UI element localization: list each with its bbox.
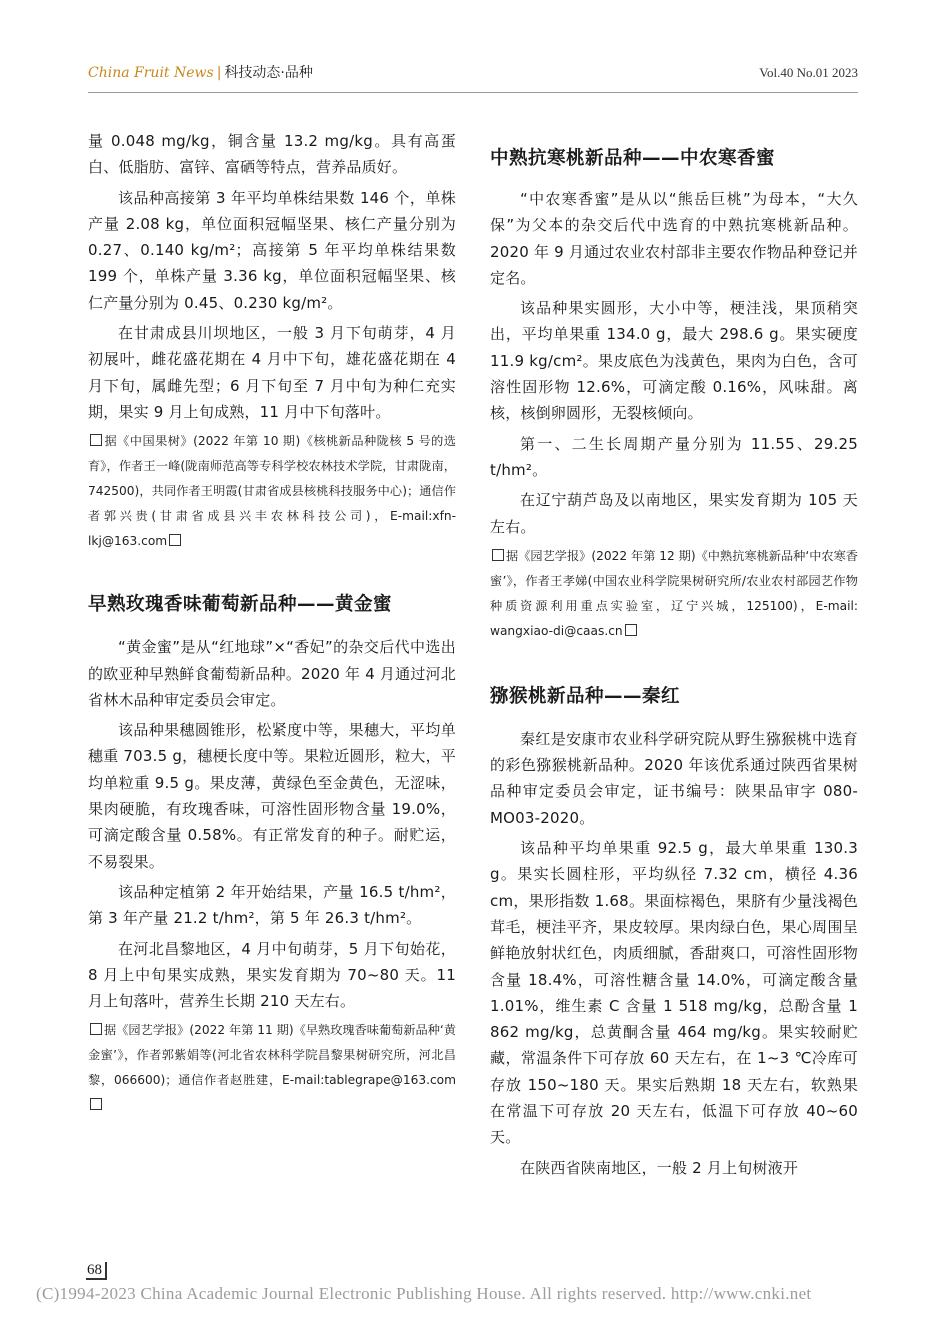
walnut-yield-text: 该品种高接第 3 年平均单株结果数 146 个，单株产量 2.08 kg，单位面积冠幅坚果、核仁产量分别为 0.27、0.140 kg/m²；高接第 5 年平均单株结果数 199 个，单株产量 3.36 kg，单位面积冠幅坚果、核仁产量分别为 0.45、0.230 kg/m²。 xyxy=(88,188,456,312)
grape-yield-text: 该品种定植第 2 年开始结果，产量 16.5 t/hm²，第 3 年产量 21.2 t/hm²，第 5 年 26.3 t/hm²。 xyxy=(88,882,456,928)
header-separator: | xyxy=(216,65,222,81)
peach-heading: 中熟抗寒桃新品种——中农寒香蜜 xyxy=(490,148,776,169)
peach-citation: 据《园艺学报》(2022 年第 12 期)《中熟抗寒桃新品种‘中农寒香蜜’》，作者王孝娣(中国农业科学院果树研究所/农业农村部园艺作物种质资源利用重点实验室，辽宁兴城，125100)，E-mail: wangxiao-di@caas.cn xyxy=(490,548,858,638)
peach-development-text: 在辽宁葫芦岛及以南地区，果实发育期为 105 天左右。 xyxy=(490,491,858,536)
left-column xyxy=(88,128,456,1118)
walnut-phenology-text: 在甘肃成县川坝地区，一般 3 月下旬萌芽，4 月初展叶，雌花盛花期在 4 月中下旬，雄花盛花期在 4 月下旬，属雌先型；6 月下旬至 7 月中旬为种仁充实期，果实 9 月上旬成熟，11 月中下旬落叶。 xyxy=(88,324,456,421)
section-name: 科技动态·品种 xyxy=(224,65,313,81)
grape-traits-text: 该品种果穗圆锥形，松紧度中等，果穗大，平均单穗重 703.5 g，穗梗长度中等。果粒近圆形，粒大，平均单粒重 9.5 g。果皮薄，黄绿色至金黄色，无涩味，果肉硬脆，有玫瑰香味，可溶性固形物含量 19.0%，可滴定酸含量 0.58%。有正常发育的种子。耐贮运，不易裂果。 xyxy=(88,721,456,871)
citation-end-box xyxy=(169,534,181,546)
walnut-nutrition-text: 量 0.048 mg/kg，铜含量 13.2 mg/kg。具有高蛋白、低脂肪、富锌、富硒等特点，营养品质好。 xyxy=(88,132,456,177)
issue-info: Vol.40 No.01 2023 xyxy=(759,65,858,80)
kiwi-phenology-text: 在陕西省陕南地区，一般 2 月上旬树液开 xyxy=(520,1158,799,1177)
peach-yield-text: 第一、二生长周期产量分别为 11.55、29.25 t/hm²。 xyxy=(490,434,858,479)
citation-start-box xyxy=(492,549,504,561)
right-column xyxy=(490,128,858,1185)
grape-citation: 据《园艺学报》(2022 年第 11 期)《早熟玫瑰香味葡萄新品种‘黄金蜜’》，作者郭紫娟等(河北省农林科学院昌黎果树研究所，河北昌黎，066600)；通信作者赵胜建，E-mail:tablegrape@163.com xyxy=(88,1018,456,1118)
citation-start-box xyxy=(90,434,102,446)
running-header xyxy=(88,62,858,84)
page-number: 68 xyxy=(86,1262,107,1280)
peach-traits-text: 该品种果实圆形，大小中等，梗洼浅，果顶稍突出，平均单果重 134.0 g，最大 298.6 g。果实硬度 11.9 kg/cm²。果皮底色为浅黄色，果肉为白色，含可溶性固形物 12.6%，可滴定酸 0.16%，风味甜。离核，核倒卵圆形，无裂核倾向。 xyxy=(490,299,858,423)
citation-end-box xyxy=(90,1098,102,1110)
journal-name: China Fruit News xyxy=(88,65,214,81)
grape-origin-text: “黄金蜜”是从“红地球”×“香妃”的杂交后代中选出的欧亚种早熟鲜食葡萄新品种。2020 年 4 月通过河北省林木品种审定委员会审定。 xyxy=(88,638,456,709)
grape-heading: 早熟玫瑰香味葡萄新品种——黄金蜜 xyxy=(88,594,393,616)
citation-start-box xyxy=(90,1023,102,1035)
kiwi-origin-text: 秦红是安康市农业科学研究院从野生猕猴桃中选育的彩色猕猴桃新品种。2020 年该优系通过陕西省果树品种审定委员会审定，证书编号：陕果品审字 080-MO03-2020。 xyxy=(490,729,858,827)
header-rule xyxy=(88,92,858,93)
grape-phenology-text: 在河北昌黎地区，4 月中旬萌芽，5 月下旬始花，8 月上中旬果实成熟，果实发育期为 70~80 天。11 月上旬落叶，营养生长期 210 天左右。 xyxy=(88,939,456,1011)
kiwi-traits-text: 该品种平均单果重 92.5 g，最大单果重 130.3 g。果实长圆柱形，平均纵径 7.32 cm，横径 4.36 cm，果形指数 1.68。果面棕褐色，果脐有少量浅褐色茸毛，梗洼平齐，果皮较厚。果肉绿白色，果心周围呈鲜艳放射状红色，肉质细腻，香甜爽口，可溶性固形物含量 18.4%，可溶性糖含量 14.0%，可滴定酸含量 1.01%，维生素 C 含量 1 518 mg/kg，总酚含量 1 862 mg/kg，总黄酮含量 464 mg/kg。果实较耐贮藏，常温条件下可存放 60 天左右，在 1~3 ℃冷库可存放 150~180 天。果实后熟期 18 天左右，软熟果在常温下可存放 20 天左右，低温下可存放 40~60 天。 xyxy=(490,839,858,1147)
walnut-citation: 据《中国果树》(2022 年第 10 期)《核桃新品种陇核 5 号的选育》，作者王一峰(陇南师范高等专科学校农林技术学院，甘肃陇南，742500)，共同作者王明霞(甘肃省成县核桃科技服务中心)；通信作者郭兴贵(甘肃省成县兴丰农林科技公司)，E-mail:xfn-lkj@163.com xyxy=(88,434,456,549)
copyright-notice: (C)1994-2023 China Academic Journal Electronic Publishing House. All rights reserved. http://www.cnki.net xyxy=(36,1284,812,1303)
citation-end-box xyxy=(625,624,637,636)
kiwi-heading: 猕猴桃新品种——秦红 xyxy=(490,685,681,707)
peach-origin-text: “中农寒香蜜”是从以“熊岳巨桃”为母本，“大久保”为父本的杂交后代中选育的中熟抗寒桃新品种。2020 年 9 月通过农业农村部非主要农作物品种登记并定名。 xyxy=(490,190,858,287)
